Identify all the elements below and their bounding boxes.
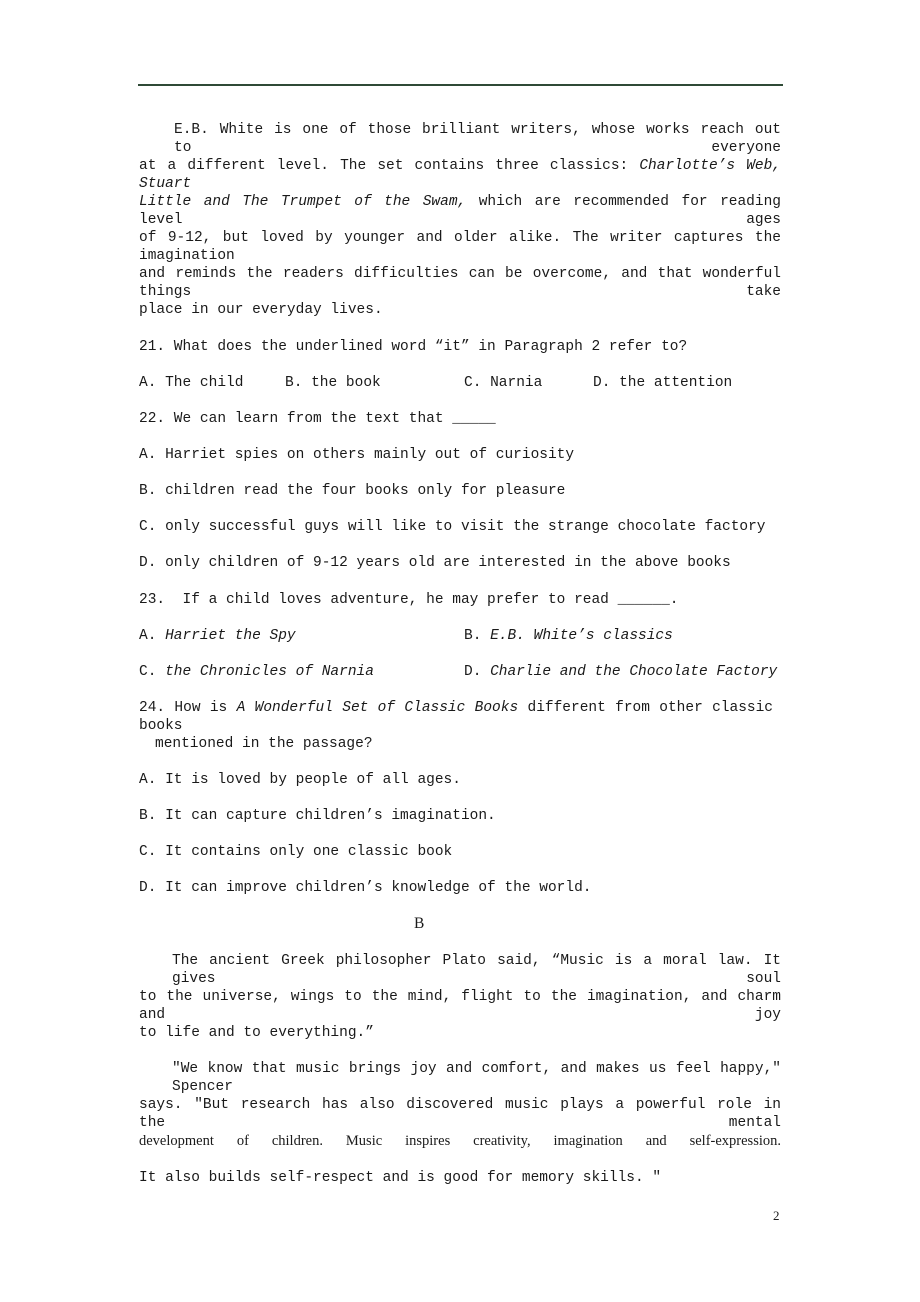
- question-24-cont: mentioned in the passage?: [155, 736, 373, 752]
- text-line: development of children. Music inspires creativity, imagination and self-expression.: [139, 1133, 781, 1149]
- text-line: at a different level. The set contains three classics: Charlotte’s Web, Stuart: [139, 158, 782, 192]
- option: B. children read the four books only for pleasure: [139, 483, 566, 499]
- option: B. E.B. White’s classics: [464, 628, 673, 644]
- header-rule: [138, 84, 783, 86]
- question-23: 23. If a child loves adventure, he may prefer to read ______.: [139, 592, 679, 608]
- text-line: E.B. White is one of those brilliant writers, whose works reach out to everyone: [174, 122, 781, 156]
- option: C. It contains only one classic book: [139, 844, 453, 860]
- option: D. the attention: [593, 375, 733, 391]
- option: D. Charlie and the Chocolate Factory: [464, 664, 778, 680]
- option: A. Harriet spies on others mainly out of curiosity: [139, 447, 575, 463]
- option: B. the book: [285, 375, 381, 391]
- section-heading: B: [414, 915, 425, 932]
- question-24: 24. How is A Wonderful Set of Classic Books different from other classic books: [139, 700, 774, 734]
- text-line: and reminds the readers difficulties can be overcome, and that wonderful things take: [139, 266, 781, 300]
- question-21: 21. What does the underlined word “it” in Paragraph 2 refer to?: [139, 339, 688, 355]
- option: C. the Chronicles of Narnia: [139, 664, 374, 680]
- option: A. The child: [139, 375, 244, 391]
- text-line: Little and The Trumpet of the Swam, which are recommended for reading level ages: [139, 194, 781, 228]
- text-line: to the universe, wings to the mind, flight to the imagination, and charm and joy: [139, 989, 781, 1023]
- option: B. It can capture children’s imagination.: [139, 808, 496, 824]
- text-line: "We know that music brings joy and comfort, and makes us feel happy," Spencer: [172, 1061, 781, 1095]
- text-line: to life and to everything.”: [139, 1025, 374, 1041]
- page-number: 2: [773, 1208, 780, 1223]
- option: A. It is loved by people of all ages.: [139, 772, 461, 788]
- option: C. Narnia: [464, 375, 543, 391]
- option: A. Harriet the Spy: [139, 628, 296, 644]
- question-22: 22. We can learn from the text that _____: [139, 411, 496, 427]
- text-line: place in our everyday lives.: [139, 302, 383, 318]
- text-line: says. "But research has also discovered music plays a powerful role in the mental: [139, 1097, 781, 1131]
- text-line: The ancient Greek philosopher Plato said, “Music is a moral law. It gives soul: [172, 953, 781, 987]
- option: C. only successful guys will like to visit the strange chocolate factory: [139, 519, 766, 535]
- text-line: of 9-12, but loved by younger and older alike. The writer captures the imagination: [139, 230, 781, 264]
- option: D. It can improve children’s knowledge of the world.: [139, 880, 592, 896]
- text-line: It also builds self-respect and is good for memory skills. ": [139, 1170, 662, 1186]
- option: D. only children of 9-12 years old are interested in the above books: [139, 555, 731, 571]
